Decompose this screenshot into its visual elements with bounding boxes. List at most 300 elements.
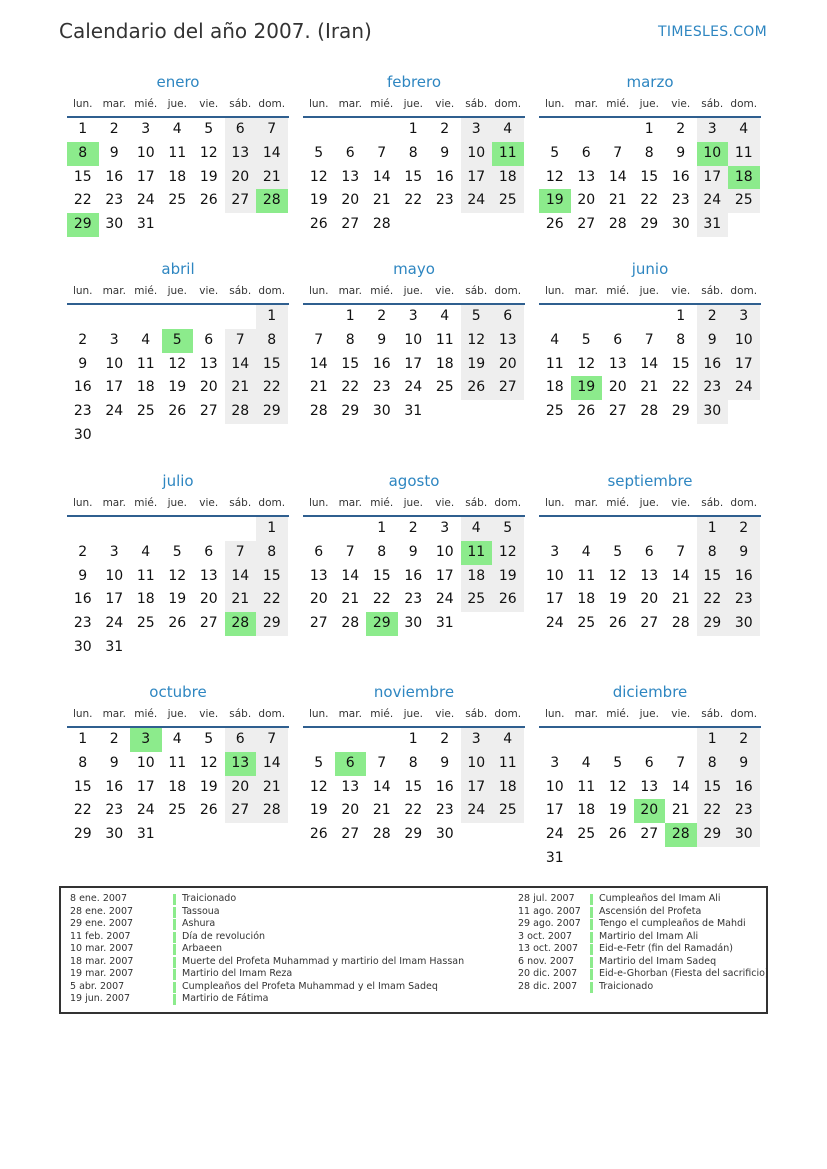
day-cell[interactable]: 15: [256, 565, 288, 589]
day-cell[interactable]: 28: [256, 799, 288, 823]
day-cell[interactable]: 26: [309, 216, 328, 233]
day-cell[interactable]: 18: [492, 166, 524, 190]
day-cell[interactable]: 16: [73, 591, 92, 608]
day-cell[interactable]: 19: [608, 802, 627, 819]
day-cell[interactable]: 28: [341, 615, 360, 632]
day-cell[interactable]: 26: [168, 615, 187, 632]
day-cell[interactable]: 18: [461, 565, 493, 589]
day-cell[interactable]: 15: [73, 778, 92, 795]
day-cell[interactable]: 17: [136, 778, 155, 795]
day-cell[interactable]: 18: [545, 379, 564, 396]
day-cell[interactable]: 15: [73, 168, 92, 185]
day-cell[interactable]: 19: [492, 565, 524, 589]
day-cell[interactable]: 17: [461, 776, 493, 800]
holiday-day-cell[interactable]: 28: [225, 612, 257, 636]
day-cell[interactable]: 7: [225, 541, 257, 565]
day-cell[interactable]: 5: [314, 144, 324, 161]
day-cell[interactable]: 12: [309, 168, 328, 185]
day-cell[interactable]: 23: [404, 591, 423, 608]
day-cell[interactable]: 18: [435, 355, 454, 372]
day-cell[interactable]: 17: [105, 591, 124, 608]
day-cell[interactable]: 16: [728, 565, 760, 589]
day-cell[interactable]: 21: [256, 166, 288, 190]
day-cell[interactable]: 23: [73, 615, 92, 632]
day-cell[interactable]: 23: [728, 588, 760, 612]
day-cell[interactable]: 24: [105, 615, 124, 632]
day-cell[interactable]: 16: [435, 168, 454, 185]
day-cell[interactable]: 27: [225, 189, 257, 213]
day-cell[interactable]: 30: [404, 615, 423, 632]
day-cell[interactable]: 13: [341, 778, 360, 795]
holiday-day-cell[interactable]: 8: [67, 142, 99, 166]
day-cell[interactable]: 11: [435, 331, 454, 348]
day-cell[interactable]: 29: [640, 216, 659, 233]
day-cell[interactable]: 2: [377, 308, 387, 324]
day-cell[interactable]: 7: [256, 728, 288, 752]
day-cell[interactable]: 25: [168, 802, 187, 819]
day-cell[interactable]: 3: [461, 728, 493, 752]
day-cell[interactable]: 7: [676, 543, 686, 560]
day-cell[interactable]: 15: [404, 778, 423, 795]
day-cell[interactable]: 21: [640, 379, 659, 396]
holiday-day-cell[interactable]: 5: [162, 329, 194, 353]
day-cell[interactable]: 27: [199, 615, 218, 632]
day-cell[interactable]: 11: [168, 754, 187, 771]
day-cell[interactable]: 1: [256, 305, 288, 329]
day-cell[interactable]: 21: [225, 588, 257, 612]
day-cell[interactable]: 6: [581, 144, 591, 161]
day-cell[interactable]: 28: [372, 216, 391, 233]
day-cell[interactable]: 10: [404, 331, 423, 348]
day-cell[interactable]: 2: [109, 121, 119, 137]
day-cell[interactable]: 22: [640, 192, 659, 209]
day-cell[interactable]: 19: [309, 192, 328, 209]
day-cell[interactable]: 22: [697, 799, 729, 823]
day-cell[interactable]: 13: [341, 168, 360, 185]
day-cell[interactable]: 7: [314, 331, 324, 348]
day-cell[interactable]: 21: [372, 802, 391, 819]
day-cell[interactable]: 28: [640, 403, 659, 420]
day-cell[interactable]: 25: [577, 615, 596, 632]
day-cell[interactable]: 17: [728, 353, 760, 377]
day-cell[interactable]: 8: [697, 752, 729, 776]
day-cell[interactable]: 17: [545, 802, 564, 819]
day-cell[interactable]: 30: [435, 826, 454, 843]
day-cell[interactable]: 29: [671, 403, 690, 420]
day-cell[interactable]: 29: [256, 400, 288, 424]
day-cell[interactable]: 11: [168, 144, 187, 161]
day-cell[interactable]: 21: [341, 591, 360, 608]
day-cell[interactable]: 24: [461, 799, 493, 823]
day-cell[interactable]: 26: [577, 403, 596, 420]
day-cell[interactable]: 14: [341, 567, 360, 584]
day-cell[interactable]: 2: [78, 543, 88, 560]
day-cell[interactable]: 2: [78, 331, 88, 348]
day-cell[interactable]: 4: [492, 728, 524, 752]
day-cell[interactable]: 2: [676, 121, 686, 137]
day-cell[interactable]: 21: [372, 192, 391, 209]
day-cell[interactable]: 15: [640, 168, 659, 185]
day-cell[interactable]: 30: [372, 403, 391, 420]
holiday-day-cell[interactable]: 18: [728, 166, 760, 190]
day-cell[interactable]: 22: [404, 192, 423, 209]
day-cell[interactable]: 1: [697, 517, 729, 541]
day-cell[interactable]: 7: [613, 144, 623, 161]
day-cell[interactable]: 20: [492, 353, 524, 377]
day-cell[interactable]: 4: [141, 543, 151, 560]
day-cell[interactable]: 13: [640, 778, 659, 795]
day-cell[interactable]: 5: [550, 144, 560, 161]
day-cell[interactable]: 14: [372, 778, 391, 795]
day-cell[interactable]: 26: [545, 216, 564, 233]
day-cell[interactable]: 6: [613, 331, 623, 348]
day-cell[interactable]: 12: [199, 144, 218, 161]
day-cell[interactable]: 18: [577, 802, 596, 819]
day-cell[interactable]: 25: [435, 379, 454, 396]
day-cell[interactable]: 16: [105, 168, 124, 185]
day-cell[interactable]: 11: [136, 355, 155, 372]
day-cell[interactable]: 8: [256, 329, 288, 353]
day-cell[interactable]: 1: [377, 520, 387, 536]
day-cell[interactable]: 12: [199, 754, 218, 771]
day-cell[interactable]: 11: [577, 567, 596, 584]
day-cell[interactable]: 9: [109, 144, 119, 161]
day-cell[interactable]: 27: [341, 216, 360, 233]
day-cell[interactable]: 12: [168, 567, 187, 584]
day-cell[interactable]: 23: [435, 192, 454, 209]
day-cell[interactable]: 6: [644, 543, 654, 560]
day-cell[interactable]: 18: [168, 778, 187, 795]
day-cell[interactable]: 9: [109, 754, 119, 771]
day-cell[interactable]: 30: [728, 612, 760, 636]
day-cell[interactable]: 23: [105, 802, 124, 819]
day-cell[interactable]: 18: [136, 591, 155, 608]
day-cell[interactable]: 10: [461, 752, 493, 776]
holiday-day-cell[interactable]: 10: [697, 142, 729, 166]
day-cell[interactable]: 16: [435, 778, 454, 795]
day-cell[interactable]: 3: [408, 308, 418, 324]
day-cell[interactable]: 18: [136, 379, 155, 396]
day-cell[interactable]: 10: [545, 567, 564, 584]
day-cell[interactable]: 18: [168, 168, 187, 185]
day-cell[interactable]: 3: [440, 520, 450, 536]
day-cell[interactable]: 27: [199, 403, 218, 420]
day-cell[interactable]: 6: [314, 543, 324, 560]
day-cell[interactable]: 15: [341, 355, 360, 372]
day-cell[interactable]: 9: [78, 355, 88, 372]
holiday-day-cell[interactable]: 19: [539, 189, 571, 213]
day-cell[interactable]: 8: [697, 541, 729, 565]
day-cell[interactable]: 2: [728, 728, 760, 752]
day-cell[interactable]: 26: [199, 802, 218, 819]
day-cell[interactable]: 9: [697, 329, 729, 353]
day-cell[interactable]: 5: [613, 754, 623, 771]
day-cell[interactable]: 7: [345, 543, 355, 560]
day-cell[interactable]: 1: [408, 731, 418, 747]
day-cell[interactable]: 12: [608, 567, 627, 584]
day-cell[interactable]: 10: [545, 778, 564, 795]
day-cell[interactable]: 5: [461, 305, 493, 329]
day-cell[interactable]: 27: [225, 799, 257, 823]
day-cell[interactable]: 24: [136, 192, 155, 209]
day-cell[interactable]: 4: [141, 331, 151, 348]
day-cell[interactable]: 17: [697, 166, 729, 190]
day-cell[interactable]: 3: [141, 121, 151, 137]
day-cell[interactable]: 4: [581, 543, 591, 560]
day-cell[interactable]: 23: [372, 379, 391, 396]
day-cell[interactable]: 10: [461, 142, 493, 166]
day-cell[interactable]: 5: [581, 331, 591, 348]
day-cell[interactable]: 25: [577, 826, 596, 843]
day-cell[interactable]: 7: [676, 754, 686, 771]
day-cell[interactable]: 23: [73, 403, 92, 420]
day-cell[interactable]: 25: [168, 192, 187, 209]
day-cell[interactable]: 21: [309, 379, 328, 396]
day-cell[interactable]: 8: [644, 144, 654, 161]
day-cell[interactable]: 1: [345, 308, 355, 324]
day-cell[interactable]: 10: [728, 329, 760, 353]
day-cell[interactable]: 15: [697, 776, 729, 800]
day-cell[interactable]: 13: [640, 567, 659, 584]
day-cell[interactable]: 24: [404, 379, 423, 396]
day-cell[interactable]: 10: [105, 567, 124, 584]
day-cell[interactable]: 27: [309, 615, 328, 632]
day-cell[interactable]: 24: [435, 591, 454, 608]
day-cell[interactable]: 20: [199, 379, 218, 396]
day-cell[interactable]: 1: [676, 308, 686, 324]
day-cell[interactable]: 17: [545, 591, 564, 608]
day-cell[interactable]: 23: [728, 799, 760, 823]
day-cell[interactable]: 19: [168, 379, 187, 396]
day-cell[interactable]: 13: [199, 567, 218, 584]
day-cell[interactable]: 22: [671, 379, 690, 396]
day-cell[interactable]: 22: [697, 588, 729, 612]
day-cell[interactable]: 4: [550, 331, 560, 348]
day-cell[interactable]: 23: [435, 802, 454, 819]
day-cell[interactable]: 30: [105, 216, 124, 233]
day-cell[interactable]: 4: [492, 118, 524, 142]
day-cell[interactable]: 23: [105, 192, 124, 209]
holiday-day-cell[interactable]: 28: [665, 823, 697, 847]
day-cell[interactable]: 14: [309, 355, 328, 372]
day-cell[interactable]: 19: [199, 778, 218, 795]
day-cell[interactable]: 24: [136, 802, 155, 819]
day-cell[interactable]: 29: [256, 612, 288, 636]
day-cell[interactable]: 15: [256, 353, 288, 377]
day-cell[interactable]: 16: [73, 379, 92, 396]
day-cell[interactable]: 1: [697, 728, 729, 752]
day-cell[interactable]: 19: [461, 353, 493, 377]
day-cell[interactable]: 27: [492, 376, 524, 400]
day-cell[interactable]: 5: [172, 543, 182, 560]
day-cell[interactable]: 13: [492, 329, 524, 353]
day-cell[interactable]: 5: [314, 754, 324, 771]
day-cell[interactable]: 4: [172, 731, 182, 747]
day-cell[interactable]: 3: [550, 543, 560, 560]
day-cell[interactable]: 27: [577, 216, 596, 233]
day-cell[interactable]: 26: [309, 826, 328, 843]
day-cell[interactable]: 4: [728, 118, 760, 142]
day-cell[interactable]: 12: [309, 778, 328, 795]
day-cell[interactable]: 6: [204, 543, 214, 560]
day-cell[interactable]: 22: [73, 802, 92, 819]
day-cell[interactable]: 12: [608, 778, 627, 795]
day-cell[interactable]: 18: [492, 776, 524, 800]
day-cell[interactable]: 22: [372, 591, 391, 608]
day-cell[interactable]: 14: [256, 142, 288, 166]
day-cell[interactable]: 20: [199, 591, 218, 608]
day-cell[interactable]: 16: [671, 168, 690, 185]
day-cell[interactable]: 9: [728, 541, 760, 565]
day-cell[interactable]: 19: [168, 591, 187, 608]
day-cell[interactable]: 27: [341, 826, 360, 843]
day-cell[interactable]: 26: [492, 588, 524, 612]
day-cell[interactable]: 3: [697, 118, 729, 142]
day-cell[interactable]: 20: [577, 192, 596, 209]
day-cell[interactable]: 7: [225, 329, 257, 353]
day-cell[interactable]: 24: [461, 189, 493, 213]
day-cell[interactable]: 22: [404, 802, 423, 819]
day-cell[interactable]: 3: [728, 305, 760, 329]
day-cell[interactable]: 13: [225, 142, 257, 166]
day-cell[interactable]: 14: [256, 752, 288, 776]
day-cell[interactable]: 24: [545, 826, 564, 843]
day-cell[interactable]: 15: [372, 567, 391, 584]
day-cell[interactable]: 20: [640, 591, 659, 608]
day-cell[interactable]: 2: [109, 731, 119, 747]
day-cell[interactable]: 14: [640, 355, 659, 372]
day-cell[interactable]: 2: [440, 731, 450, 747]
day-cell[interactable]: 29: [73, 826, 92, 843]
day-cell[interactable]: 5: [204, 731, 214, 747]
day-cell[interactable]: 11: [728, 142, 760, 166]
day-cell[interactable]: 29: [341, 403, 360, 420]
day-cell[interactable]: 9: [676, 144, 686, 161]
day-cell[interactable]: 20: [225, 166, 257, 190]
day-cell[interactable]: 25: [492, 189, 524, 213]
holiday-day-cell[interactable]: 13: [225, 752, 257, 776]
day-cell[interactable]: 6: [225, 728, 257, 752]
day-cell[interactable]: 10: [136, 144, 155, 161]
day-cell[interactable]: 15: [697, 565, 729, 589]
day-cell[interactable]: 3: [461, 118, 493, 142]
day-cell[interactable]: 1: [78, 731, 88, 747]
day-cell[interactable]: 10: [105, 355, 124, 372]
day-cell[interactable]: 18: [577, 591, 596, 608]
holiday-day-cell[interactable]: 28: [256, 189, 288, 213]
day-cell[interactable]: 31: [545, 849, 564, 866]
day-cell[interactable]: 27: [640, 826, 659, 843]
day-cell[interactable]: 30: [73, 426, 92, 443]
day-cell[interactable]: 24: [105, 403, 124, 420]
day-cell[interactable]: 8: [256, 541, 288, 565]
holiday-day-cell[interactable]: 11: [492, 142, 524, 166]
day-cell[interactable]: 17: [105, 379, 124, 396]
day-cell[interactable]: 24: [545, 615, 564, 632]
day-cell[interactable]: 25: [461, 588, 493, 612]
day-cell[interactable]: 9: [78, 567, 88, 584]
holiday-day-cell[interactable]: 29: [67, 213, 99, 237]
day-cell[interactable]: 14: [225, 353, 257, 377]
day-cell[interactable]: 6: [204, 331, 214, 348]
day-cell[interactable]: 22: [256, 588, 288, 612]
day-cell[interactable]: 28: [608, 216, 627, 233]
day-cell[interactable]: 1: [408, 121, 418, 137]
day-cell[interactable]: 10: [435, 543, 454, 560]
day-cell[interactable]: 29: [697, 612, 729, 636]
holiday-day-cell[interactable]: 6: [335, 752, 367, 776]
day-cell[interactable]: 21: [256, 776, 288, 800]
holiday-day-cell[interactable]: 19: [571, 376, 603, 400]
day-cell[interactable]: 14: [225, 565, 257, 589]
day-cell[interactable]: 2: [697, 305, 729, 329]
day-cell[interactable]: 19: [309, 802, 328, 819]
day-cell[interactable]: 3: [109, 543, 119, 560]
day-cell[interactable]: 9: [440, 144, 450, 161]
day-cell[interactable]: 11: [492, 752, 524, 776]
day-cell[interactable]: 2: [408, 520, 418, 536]
day-cell[interactable]: 9: [440, 754, 450, 771]
day-cell[interactable]: 4: [172, 121, 182, 137]
day-cell[interactable]: 22: [341, 379, 360, 396]
day-cell[interactable]: 8: [676, 331, 686, 348]
day-cell[interactable]: 5: [492, 517, 524, 541]
day-cell[interactable]: 31: [136, 826, 155, 843]
day-cell[interactable]: 28: [671, 615, 690, 632]
day-cell[interactable]: 11: [545, 355, 564, 372]
day-cell[interactable]: 11: [136, 567, 155, 584]
day-cell[interactable]: 11: [577, 778, 596, 795]
day-cell[interactable]: 28: [309, 403, 328, 420]
day-cell[interactable]: 13: [608, 355, 627, 372]
day-cell[interactable]: 9: [728, 752, 760, 776]
day-cell[interactable]: 25: [136, 615, 155, 632]
day-cell[interactable]: 7: [377, 754, 387, 771]
day-cell[interactable]: 20: [341, 802, 360, 819]
day-cell[interactable]: 29: [697, 823, 729, 847]
day-cell[interactable]: 17: [461, 166, 493, 190]
day-cell[interactable]: 20: [341, 192, 360, 209]
day-cell[interactable]: 16: [728, 776, 760, 800]
day-cell[interactable]: 31: [404, 403, 423, 420]
day-cell[interactable]: 26: [168, 403, 187, 420]
day-cell[interactable]: 21: [608, 192, 627, 209]
day-cell[interactable]: 8: [78, 754, 88, 771]
day-cell[interactable]: 30: [73, 638, 92, 655]
day-cell[interactable]: 5: [613, 543, 623, 560]
day-cell[interactable]: 27: [608, 403, 627, 420]
day-cell[interactable]: 25: [136, 403, 155, 420]
brand-link[interactable]: TIMESLES.COM: [658, 24, 767, 40]
day-cell[interactable]: 12: [492, 541, 524, 565]
day-cell[interactable]: 7: [644, 331, 654, 348]
day-cell[interactable]: 22: [256, 376, 288, 400]
day-cell[interactable]: 8: [345, 331, 355, 348]
day-cell[interactable]: 27: [640, 615, 659, 632]
day-cell[interactable]: 4: [581, 754, 591, 771]
day-cell[interactable]: 10: [136, 754, 155, 771]
day-cell[interactable]: 23: [697, 376, 729, 400]
day-cell[interactable]: 8: [408, 144, 418, 161]
day-cell[interactable]: 1: [78, 121, 88, 137]
day-cell[interactable]: 15: [404, 168, 423, 185]
day-cell[interactable]: 7: [256, 118, 288, 142]
day-cell[interactable]: 30: [697, 400, 729, 424]
day-cell[interactable]: 13: [309, 567, 328, 584]
day-cell[interactable]: 14: [671, 778, 690, 795]
day-cell[interactable]: 14: [608, 168, 627, 185]
day-cell[interactable]: 3: [550, 754, 560, 771]
